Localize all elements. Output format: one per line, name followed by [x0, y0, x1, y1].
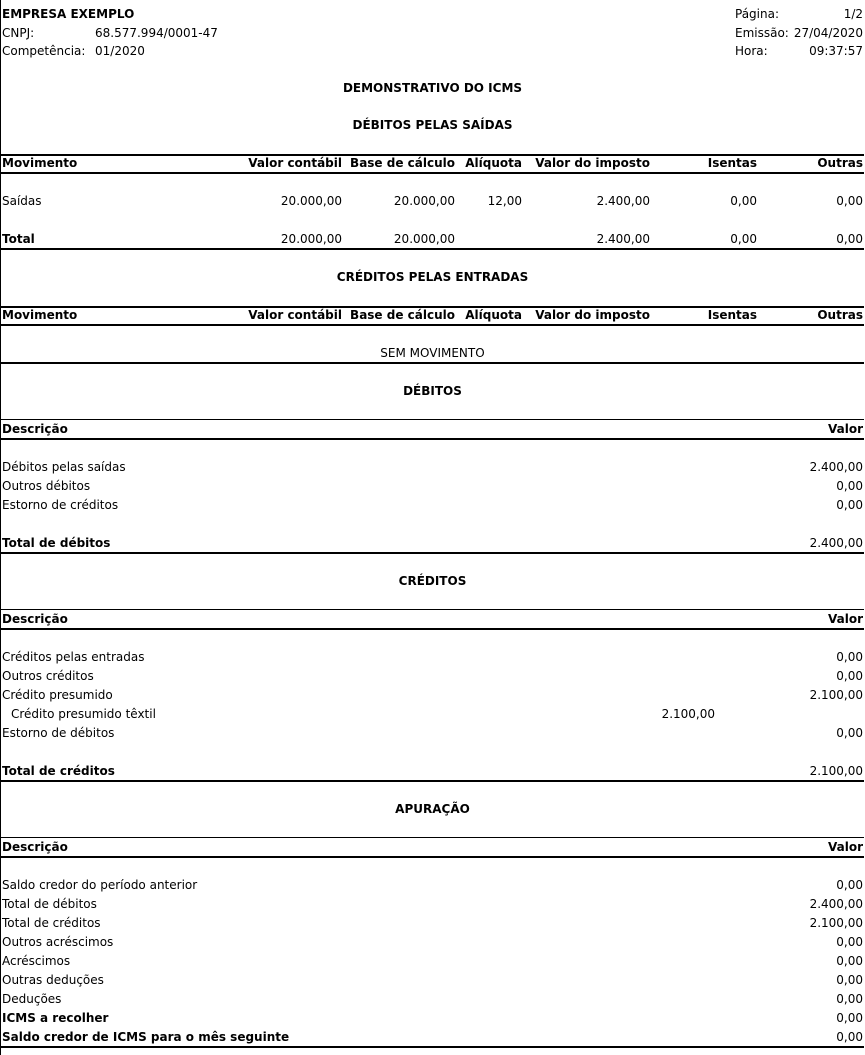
table-cell: 20.000,00 — [393, 194, 455, 208]
table-cell: 2.400,00 — [596, 232, 650, 246]
sub-item-value: 2.100,00 — [661, 707, 715, 721]
col-aliquota: Alíquota — [465, 308, 522, 322]
apuracao-title: APURAÇÃO — [395, 802, 470, 816]
list-item-label: Deduções — [2, 992, 62, 1006]
hora-value: 09:37:57 — [809, 44, 863, 58]
saldo-credor-value: 0,00 — [836, 1030, 863, 1044]
col-movimento: Movimento — [2, 308, 78, 322]
list-item-label: Total de créditos — [2, 916, 101, 930]
list-item-label: Saldo credor do período anterior — [2, 878, 198, 892]
list-item-value: 2.100,00 — [809, 688, 863, 702]
list-item-value: 0,00 — [836, 935, 863, 949]
table-rule — [0, 172, 864, 174]
competencia-label: Competência: — [2, 44, 86, 58]
table-rule — [0, 552, 864, 554]
col-isentas: Isentas — [707, 308, 757, 322]
report-title: DEMONSTRATIVO DO ICMS — [342, 81, 523, 95]
icms-recolher-label: ICMS a recolher — [2, 1011, 109, 1025]
list-item-label: Débitos pelas saídas — [2, 460, 126, 474]
table-rule — [0, 419, 864, 420]
list-item-value: 0,00 — [836, 992, 863, 1006]
col-valor: Valor — [827, 612, 863, 626]
col-descricao: Descrição — [2, 612, 68, 626]
list-item-label: Estorno de créditos — [2, 498, 119, 512]
table-cell: Saídas — [2, 194, 42, 208]
list-item-value: 0,00 — [836, 878, 863, 892]
col-valor-imposto: Valor do imposto — [535, 308, 650, 322]
col-base-calculo: Base de cálculo — [350, 308, 455, 322]
col-base-calculo: Base de cálculo — [350, 156, 455, 170]
list-item-value: 2.100,00 — [809, 916, 863, 930]
table-rule — [0, 856, 864, 858]
col-outras: Outras — [817, 308, 863, 322]
list-item-label: Outros créditos — [2, 669, 94, 683]
col-valor-contabil: Valor contábil — [248, 308, 342, 322]
list-item-value: 0,00 — [836, 498, 863, 512]
total-value: 2.400,00 — [809, 536, 863, 550]
list-item-value: 0,00 — [836, 954, 863, 968]
col-descricao: Descrição — [2, 422, 68, 436]
table-cell: 20.000,00 — [280, 194, 342, 208]
list-item-value: 0,00 — [836, 726, 863, 740]
creditos-entradas-title: CRÉDITOS PELAS ENTRADAS — [336, 270, 529, 284]
col-valor: Valor — [827, 422, 863, 436]
emissao-value: 27/04/2020 — [793, 26, 863, 40]
total-label: Total de débitos — [2, 536, 111, 550]
list-item-label: Créditos pelas entradas — [2, 650, 145, 664]
list-item-value: 2.400,00 — [809, 897, 863, 911]
cnpj-label: CNPJ: — [2, 26, 35, 40]
table-rule — [0, 362, 864, 364]
table-cell: 20.000,00 — [393, 232, 455, 246]
icms-recolher-value: 0,00 — [836, 1011, 863, 1025]
total-label: Total de créditos — [2, 764, 115, 778]
table-rule — [0, 1046, 864, 1048]
col-aliquota: Alíquota — [465, 156, 522, 170]
sem-movimento-text: SEM MOVIMENTO — [380, 346, 485, 360]
debitos-saidas-title: DÉBITOS PELAS SAÍDAS — [352, 118, 513, 132]
list-item-value: 0,00 — [836, 650, 863, 664]
table-rule — [0, 628, 864, 630]
total-value: 2.100,00 — [809, 764, 863, 778]
debitos-title: DÉBITOS — [403, 384, 462, 398]
hora-label: Hora: — [735, 44, 768, 58]
table-cell: 0,00 — [730, 194, 757, 208]
table-cell: 0,00 — [836, 232, 863, 246]
list-item-label: Estorno de débitos — [2, 726, 115, 740]
table-cell: 12,00 — [487, 194, 522, 208]
list-item-value: 0,00 — [836, 973, 863, 987]
company-name: EMPRESA EXEMPLO — [2, 7, 135, 21]
list-item-label: Outras deduções — [2, 973, 104, 987]
col-outras: Outras — [817, 156, 863, 170]
pagina-label: Página: — [735, 7, 780, 21]
table-cell: 0,00 — [730, 232, 757, 246]
left-border — [0, 0, 1, 1055]
cnpj-value: 68.577.994/0001-47 — [95, 26, 218, 40]
list-item-label: Total de débitos — [2, 897, 97, 911]
table-rule — [0, 780, 864, 782]
col-movimento: Movimento — [2, 156, 78, 170]
table-cell: 0,00 — [836, 194, 863, 208]
col-valor-contabil: Valor contábil — [248, 156, 342, 170]
table-cell: 2.400,00 — [596, 194, 650, 208]
table-rule — [0, 837, 864, 838]
table-rule — [0, 248, 864, 250]
creditos-title: CRÉDITOS — [398, 574, 467, 588]
saldo-credor-label: Saldo credor de ICMS para o mês seguinte — [2, 1030, 290, 1044]
col-valor: Valor — [827, 840, 863, 854]
col-descricao: Descrição — [2, 840, 68, 854]
list-item-value: 2.400,00 — [809, 460, 863, 474]
list-item-label: Crédito presumido — [2, 688, 113, 702]
list-item-label: Outros acréscimos — [2, 935, 114, 949]
emissao-label: Emissão: — [735, 26, 789, 40]
pagina-value: 1/2 — [843, 7, 863, 21]
list-item-label: Outros débitos — [2, 479, 91, 493]
table-rule — [0, 438, 864, 440]
list-item-value: 0,00 — [836, 669, 863, 683]
col-isentas: Isentas — [707, 156, 757, 170]
list-item-value: 0,00 — [836, 479, 863, 493]
table-rule — [0, 609, 864, 610]
table-rule — [0, 324, 864, 326]
competencia-value: 01/2020 — [95, 44, 145, 58]
sub-item-label: Crédito presumido têxtil — [11, 707, 156, 721]
col-valor-imposto: Valor do imposto — [535, 156, 650, 170]
table-cell: 20.000,00 — [280, 232, 342, 246]
total-label: Total — [2, 232, 35, 246]
list-item-label: Acréscimos — [2, 954, 71, 968]
